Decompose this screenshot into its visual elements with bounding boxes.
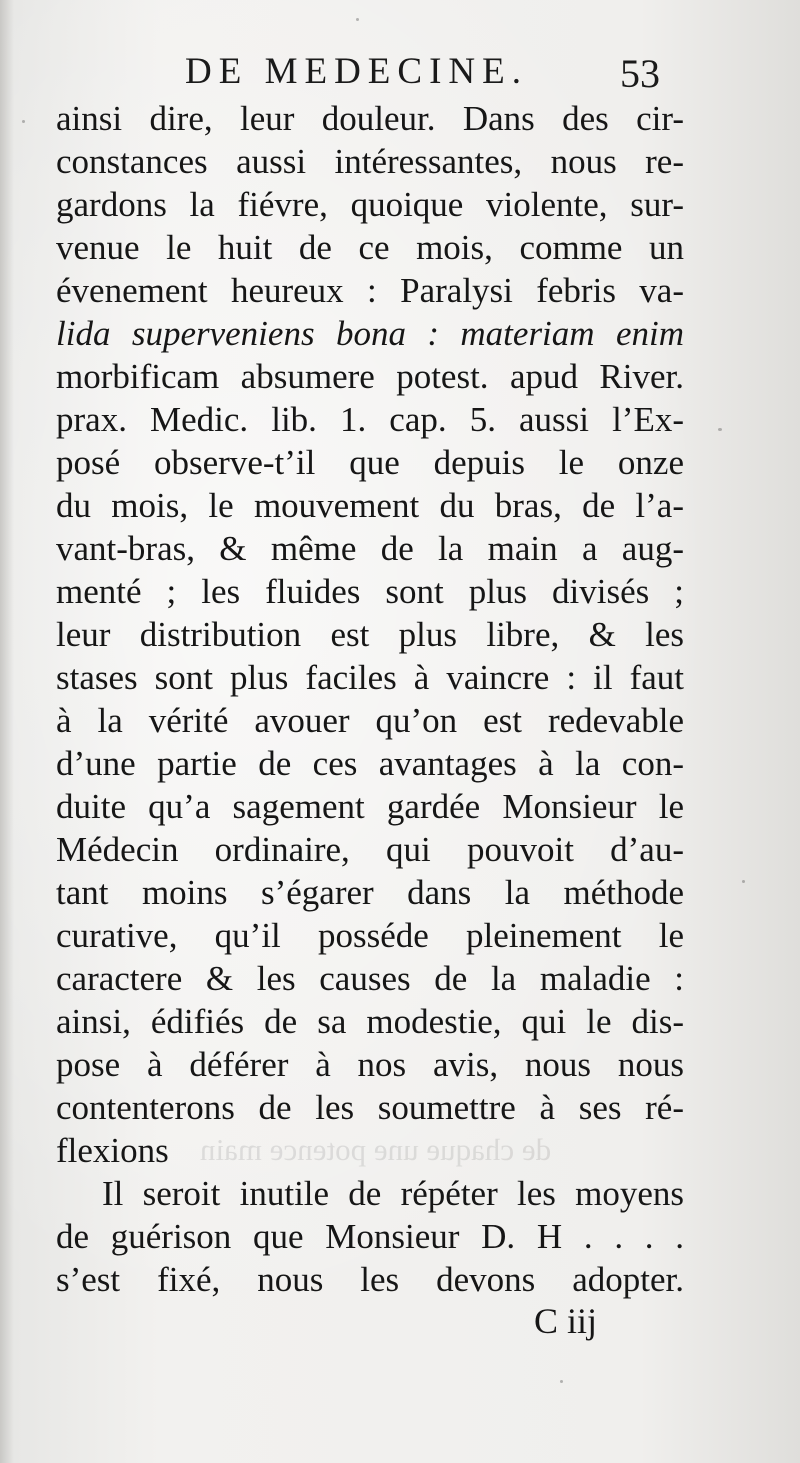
text-line: leur distribution est plus libre, & les — [56, 615, 684, 654]
text-line: vant-bras, & même de la main a aug- — [56, 529, 684, 568]
text-line: curative, qu’il posséde pleinement le — [56, 916, 684, 955]
text-line: contenterons de les soumettre à ses ré- — [56, 1088, 684, 1127]
text-line: flexions — [56, 1131, 169, 1170]
paper-speck — [718, 428, 722, 431]
page-number: 53 — [620, 51, 660, 96]
text-line: ainsi dire, leur douleur. Dans des cir- — [56, 99, 684, 138]
text-line: constances aussi intéressantes, nous re- — [56, 142, 684, 181]
paper-speck — [560, 1380, 563, 1383]
paper-speck — [22, 120, 25, 123]
text-line: gardons la fiévre, quoique violente, sur- — [56, 185, 684, 224]
text-line: menté ; les fluides sont plus divisés ; — [56, 572, 684, 611]
text-line: du mois, le mouvement du bras, de l’a- — [56, 486, 684, 525]
text-line: de guérison que Monsieur D. H . . . . — [56, 1217, 684, 1256]
paper-speck — [356, 18, 359, 21]
paper-speck — [742, 880, 745, 883]
text-line: tant moins s’égarer dans la méthode — [56, 873, 684, 912]
text-line: posé observe-t’il que depuis le onze — [56, 443, 684, 482]
running-head: DE MEDECINE. — [185, 51, 528, 92]
text-line: d’une partie de ces avantages à la con- — [56, 744, 684, 783]
text-line: s’est fixé, nous les devons adopter. — [56, 1260, 684, 1299]
text-line: évenement heureux : Paralysi febris va- — [56, 271, 684, 310]
signature-mark: C iij — [534, 1301, 598, 1341]
text-line: Médecin ordinaire, qui pouvoit d’au- — [56, 830, 684, 869]
text-line: venue le huit de ce mois, comme un — [56, 228, 684, 267]
text-line: morbificam absumere potest. apud River. — [56, 357, 684, 396]
text-line: stases sont plus faciles à vaincre : il faut — [56, 658, 684, 697]
text-line: caractere & les causes de la maladie : — [56, 959, 684, 998]
paragraph-first-line: Il seroit inutile de répéter les moyens — [102, 1174, 684, 1213]
text-line-latin: lida superveniens bona : materiam enim — [56, 314, 684, 353]
text-line: ainsi, édifiés de sa modestie, qui le dis- — [56, 1002, 684, 1041]
text-line: duite qu’a sagement gardée Monsieur le — [56, 787, 684, 826]
text-line: pose à déférer à nos avis, nous nous — [56, 1045, 684, 1084]
show-through-text: de chaque une potence main — [200, 1132, 552, 1167]
text-line: prax. Medic. lib. 1. cap. 5. aussi l’Ex- — [56, 400, 684, 439]
text-line: à la vérité avouer qu’on est redevable — [56, 701, 684, 740]
